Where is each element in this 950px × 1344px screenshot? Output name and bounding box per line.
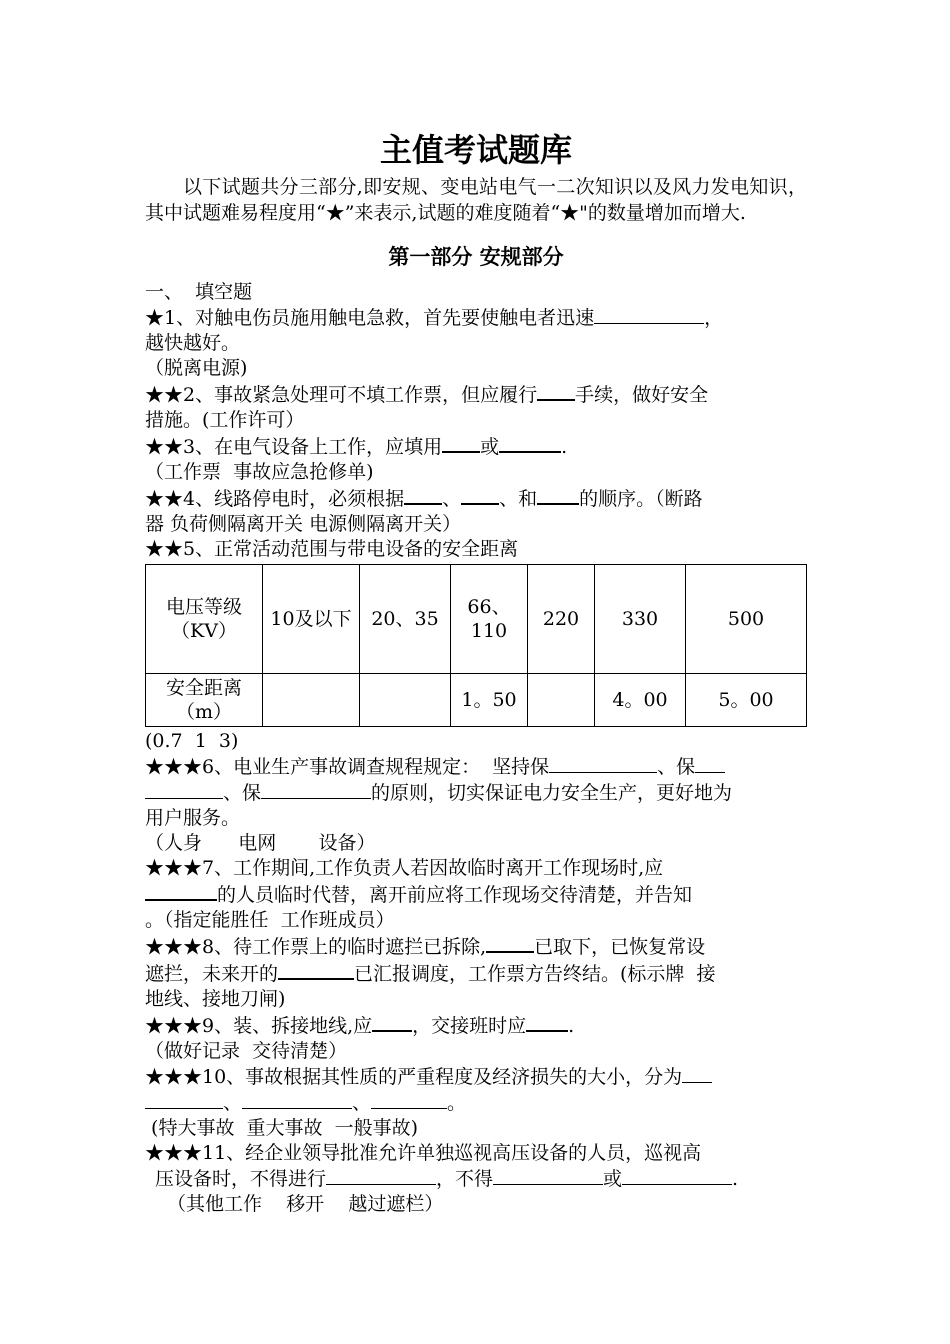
question-6: ★★★6、电业生产事故调查规程规定： 坚持保 、保 — [145, 754, 807, 780]
question-4: ★★4、线路停电时，必须根据 、 、和 的顺序。（断路 — [145, 485, 807, 512]
table-cell: 330 — [595, 565, 686, 674]
answer-blank — [537, 381, 575, 401]
answer-blank — [695, 754, 725, 773]
question-2: ★★2、事故紧急处理可不填工作票，但应履行 手续，做好安全 — [145, 381, 807, 408]
safety-distance-table — [145, 564, 807, 727]
table-cell: 安全距离（m） — [146, 674, 263, 727]
table-cell: 1。50 — [451, 674, 528, 727]
answer-blank — [486, 933, 534, 953]
question-9: ★★★9、装、拆接地线,应 ，交接班时应 . — [145, 1012, 807, 1039]
table-cell — [528, 674, 595, 727]
question-11: ★★★11、经企业领导批准允许单独巡视高压设备的人员，巡视高 — [145, 1142, 702, 1164]
table-cell: 电压等级（KV） — [146, 565, 263, 674]
table-cell: 20、35 — [360, 565, 451, 674]
answer-blank — [242, 1090, 352, 1109]
answer-blank — [594, 305, 704, 324]
answer-blank — [442, 433, 480, 453]
question-7-cont: 的人员临时代替，离开前应将工作现场交待清楚，并告知 — [145, 881, 807, 908]
answer-blank — [326, 1166, 436, 1185]
question-4-cont: 器 负荷侧隔离开关 电源侧隔离开关） — [145, 513, 462, 535]
question-7: ★★★7、工作期间,工作负责人若因故临时离开工作现场时,应 — [145, 857, 664, 879]
answer-3: （工作票 事故应急抢修单) — [145, 461, 374, 483]
answer-blank — [537, 485, 579, 505]
question-10: ★★★10、事故根据其性质的严重程度及经济损失的大小，分为 — [145, 1064, 807, 1090]
table-cell: 4。00 — [595, 674, 686, 727]
answer-blank — [526, 1012, 568, 1032]
table-cell: 10及以下 — [263, 565, 360, 674]
answer-blank — [278, 960, 354, 980]
answer-10: (特大事故 重大事故 一般事故) — [145, 1117, 419, 1139]
answer-9: （做好记录 交待清楚） — [145, 1040, 348, 1062]
table-row — [146, 674, 807, 727]
question-8-end: 地线、接地刀闸) — [145, 988, 286, 1010]
document-page — [145, 128, 807, 1217]
answer-blank — [261, 780, 371, 799]
table-row — [146, 565, 807, 674]
answer-11: （其他工作 移开 越过遮栏） — [167, 1193, 444, 1215]
answer-1: （脱离电源) — [145, 357, 248, 379]
question-8: ★★★8、待工作票上的临时遮拦已拆除, 已取下，已恢复常设 — [145, 933, 807, 960]
answer-blank — [493, 1166, 603, 1185]
table-cell: 500 — [686, 565, 807, 674]
question-6-cont: 、保 的原则，切实保证电力安全生产，更好地为 — [145, 780, 807, 806]
question-10-cont: 、 、 。 — [145, 1090, 807, 1116]
answer-blank — [549, 754, 657, 773]
answer-blank — [461, 485, 499, 505]
question-5: ★★5、正常活动范围与带电设备的安全距离 — [145, 538, 519, 560]
subsection-heading: 一、 填空题 — [145, 281, 253, 303]
question-3: ★★3、在电气设备上工作，应填用 或 . — [145, 433, 807, 460]
question-2-cont: 措施。(工作许可） — [145, 409, 305, 431]
intro-paragraph: 以下试题共分三部分,即安规、变电站电气一二次知识以及风力发电知识，其中试题难易程度用“★”来表示,试题的难度随着“★"的数量增加而增大. — [145, 176, 807, 224]
answer-blank — [499, 433, 561, 453]
table-cell: 66、110 — [451, 565, 528, 674]
answer-blank — [404, 485, 442, 505]
table-cell: 5。00 — [686, 674, 807, 727]
answer-blank — [145, 1090, 223, 1109]
table-cell: 220 — [528, 565, 595, 674]
question-11-cont: 压设备时，不得进行 ，不得 或 . — [155, 1168, 739, 1190]
answer-6: （人身 电网 设备） — [145, 832, 376, 854]
table-cell — [263, 674, 360, 727]
answer-blank — [371, 1090, 447, 1109]
document-title: 主值考试题库 — [379, 131, 572, 169]
answer-blank — [622, 1166, 732, 1185]
table-cell — [360, 674, 451, 727]
question-1-cont: 越快越好。 — [145, 332, 241, 354]
question-text: ★1、对触电伤员施用触电急救，首先要使触电者迅速 — [145, 307, 595, 329]
question-7-end: 。（指定能胜任 工作班成员） — [145, 909, 395, 931]
section-title: 第一部分 安规部分 — [388, 244, 564, 269]
question-6-end: 用户服务。 — [145, 807, 241, 829]
answer-blank — [682, 1064, 712, 1083]
answer-blank — [145, 881, 217, 901]
question-8-cont: 遮拦，未来开的 已汇报调度，工作票方告终结。(标示牌 接 — [145, 960, 807, 987]
answer-blank — [145, 780, 223, 799]
question-1: ★1、对触电伤员施用触电急救，首先要使触电者迅速 ， — [145, 307, 724, 329]
answer-blank — [372, 1012, 412, 1032]
answer-5: (0.7 1 3) — [145, 730, 239, 752]
